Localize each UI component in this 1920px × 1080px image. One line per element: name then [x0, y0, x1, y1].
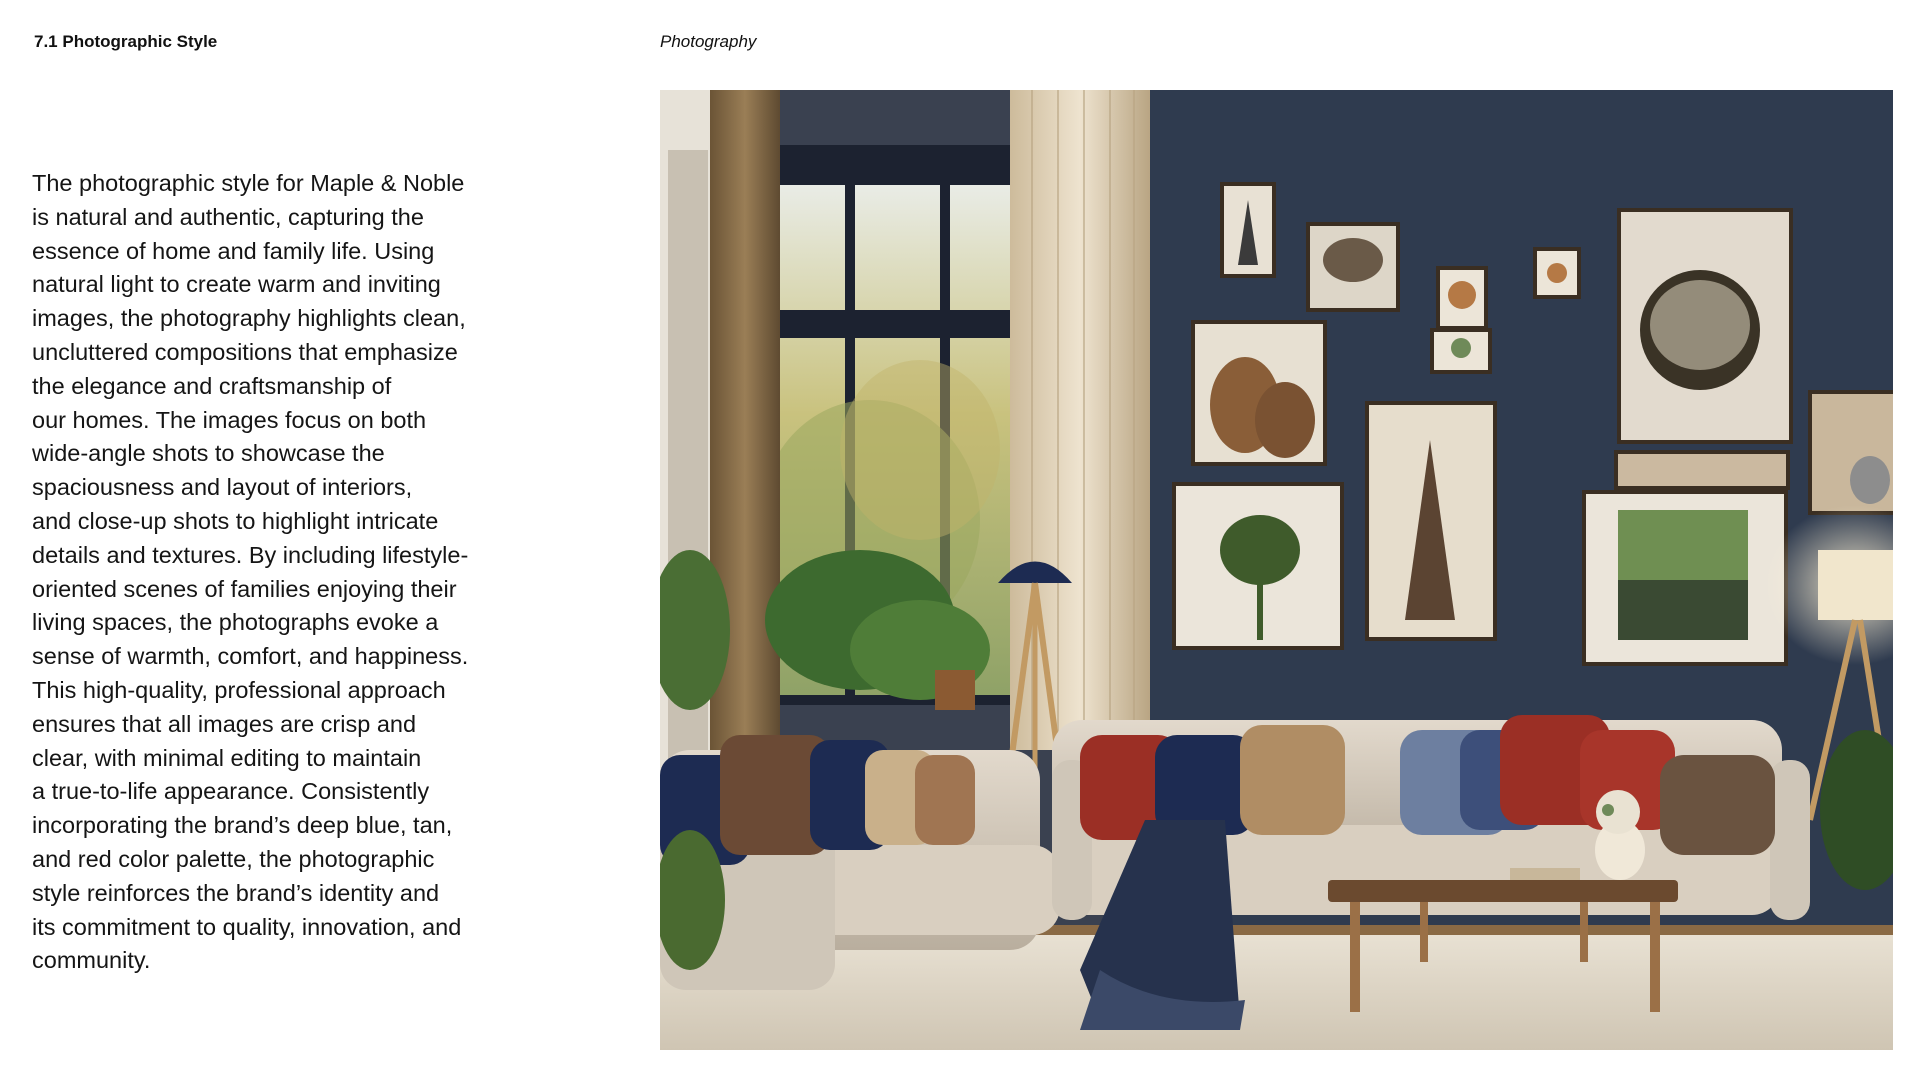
- body-line: uncluttered compositions that emphasize: [32, 338, 458, 365]
- body-line: oriented scenes of families enjoying their: [32, 575, 457, 602]
- body-line: and close-up shots to highlight intricate: [32, 507, 439, 534]
- body-line: essence of home and family life. Using: [32, 237, 435, 264]
- body-line: details and textures. By including lifestyle-: [32, 541, 469, 568]
- body-line: is natural and authentic, capturing the: [32, 203, 424, 230]
- body-line: community.: [32, 947, 151, 974]
- body-line: wide-angle shots to showcase the: [32, 440, 385, 467]
- body-paragraph: [32, 167, 502, 978]
- body-line: sense of warmth, comfort, and happiness.: [32, 643, 469, 670]
- body-line: our homes. The images focus on both: [32, 406, 427, 433]
- body-line: spaciousness and layout of interiors,: [32, 474, 413, 501]
- body-line: This high-quality, professional approach: [32, 676, 446, 703]
- body-line: clear, with minimal editing to maintain: [32, 744, 422, 771]
- body-line: images, the photography highlights clean,: [32, 305, 466, 332]
- body-line: its commitment to quality, innovation, and: [32, 913, 462, 940]
- body-line: ensures that all images are crisp and: [32, 710, 417, 737]
- body-line: style reinforces the brand’s identity and: [32, 879, 440, 906]
- body-line: the elegance and craftsmanship of: [32, 372, 392, 399]
- living-room-photo: [660, 90, 1893, 1050]
- body-line: living spaces, the photographs evoke a: [32, 609, 439, 636]
- section-title: 7.1 Photographic Style: [34, 32, 218, 51]
- body-line: and red color palette, the photographic: [32, 845, 435, 872]
- body-line: incorporating the brand’s deep blue, tan,: [32, 812, 453, 839]
- body-line: a true-to-life appearance. Consistently: [32, 778, 430, 805]
- body-line: natural light to create warm and inviting: [32, 271, 441, 298]
- body-line: The photographic style for Maple & Noble: [32, 170, 465, 196]
- section-label: Photography: [660, 32, 757, 51]
